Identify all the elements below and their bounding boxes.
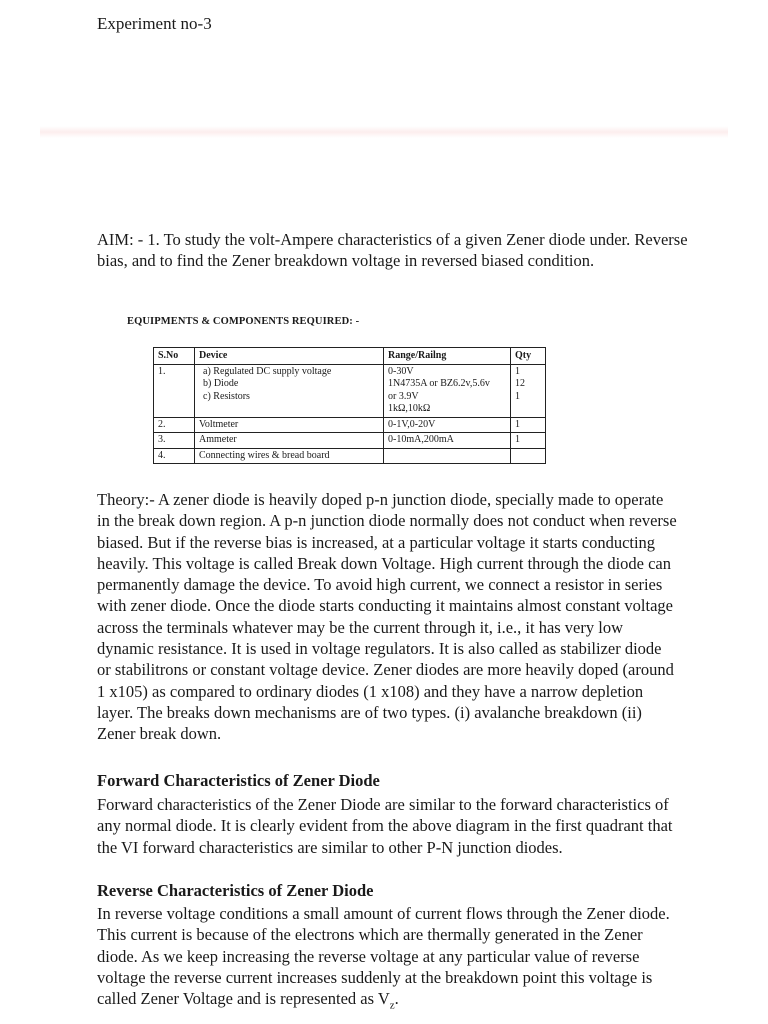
device-line: b) Diode bbox=[203, 378, 239, 389]
reverse-end: . bbox=[394, 989, 399, 1009]
cell-range: 0-1V,0-20V bbox=[384, 417, 511, 433]
qty-line: 12 bbox=[515, 378, 525, 389]
table-header-row bbox=[154, 348, 546, 365]
forward-paragraph: Forward characteristics of the Zener Diode are similar to the forward characteristics of any normal diode. It is clearly evident from the above diagram in the first quadrant that the VI forward characteristics are similar to other P-N junction diodes. bbox=[97, 795, 673, 857]
cell-range bbox=[384, 448, 511, 464]
cell-qty bbox=[511, 448, 546, 464]
equipment-title: EQUIPMENTS & COMPONENTS REQUIRED: - bbox=[127, 316, 360, 327]
cell-range bbox=[384, 364, 511, 417]
range-line: 1kΩ,10kΩ bbox=[388, 403, 431, 414]
aim-paragraph: AIM: - 1. To study the volt-Ampere characteristics of a given Zener diode under. Reverse bias, and to find the Zener breakdown voltage in reversed biased condition. bbox=[97, 230, 688, 271]
table-row bbox=[154, 433, 546, 449]
header-device: Device bbox=[195, 348, 384, 365]
theory-paragraph: Theory:- A zener diode is heavily doped p-n junction diode, specially made to operate in the break down region. A p-n junction diode normally does not conduct when reverse biased. But if the reverse bias is increased, at a particular voltage it starts conducting heavily. This voltage is called Break down Voltage. High current through the diode can permanently damage the device. To avoid high current, we connect a resistor in series with zener diode. Once the diode starts conducting it maintains almost constant voltage across the terminals whatever may be the current through it, i.e., it has very low dynamic resistance. It is used in voltage regulators. It is also called as stabilizer diode or stabilitrons or constant voltage device. Zener diodes are more heavily doped (around 1 x105) as compared to ordinary diodes (1 x108) and they have a narrow depletion layer. The breaks down mechanisms are of two types. (i) avalanche breakdown (ii) Zener break down. bbox=[97, 490, 677, 744]
zener-subscript: z bbox=[389, 999, 395, 1012]
page-title: Experiment no-3 bbox=[97, 14, 212, 33]
header-sno: S.No bbox=[154, 348, 195, 365]
header-qty: Qty bbox=[511, 348, 546, 365]
reverse-paragraph bbox=[97, 903, 687, 1017]
reverse-heading: Reverse Characteristics of Zener Diode bbox=[97, 881, 374, 900]
cell-sno: 4. bbox=[154, 448, 195, 464]
cell-sno: 1. bbox=[154, 364, 195, 417]
cell-device bbox=[195, 364, 384, 417]
cell-device: Connecting wires & bread board bbox=[195, 448, 384, 464]
table-row bbox=[154, 417, 546, 433]
cell-device: Voltmeter bbox=[195, 417, 384, 433]
table-row bbox=[154, 448, 546, 464]
cell-qty: 1 bbox=[511, 433, 546, 449]
device-line bbox=[199, 403, 379, 416]
cell-sno: 3. bbox=[154, 433, 195, 449]
range-line: or 3.9V bbox=[388, 390, 419, 402]
forward-heading: Forward Characteristics of Zener Diode bbox=[97, 771, 380, 790]
table-row bbox=[154, 364, 546, 417]
cell-device: Ammeter bbox=[195, 433, 384, 449]
header-range: Range/Railng bbox=[384, 348, 511, 365]
cell-sno: 2. bbox=[154, 417, 195, 433]
device-line: c) Resistors bbox=[203, 390, 250, 402]
qty-line bbox=[515, 403, 541, 416]
scan-smudge bbox=[40, 126, 728, 138]
reverse-text: In reverse voltage conditions a small amount of current flows through the Zener diode. This current is because of the electrons which are thermally generated in the Zener diode. As we keep increasing the reverse voltage at any particular value of reverse voltage the reverse current increases suddenly at the breakdown point this voltage is called Zener Voltage and is represented as V bbox=[97, 904, 670, 1009]
equipment-table bbox=[153, 347, 546, 464]
cell-qty: 1 bbox=[511, 417, 546, 433]
device-line: a) Regulated DC supply voltage bbox=[203, 365, 332, 377]
range-line: 0-30V bbox=[388, 365, 414, 377]
range-line: 1N4735A or BZ6.2v,5.6v bbox=[388, 378, 490, 389]
cell-qty bbox=[511, 364, 546, 417]
cell-range: 0-10mA,200mA bbox=[384, 433, 511, 449]
qty-line: 1 bbox=[515, 390, 520, 402]
qty-line: 1 bbox=[515, 365, 520, 377]
